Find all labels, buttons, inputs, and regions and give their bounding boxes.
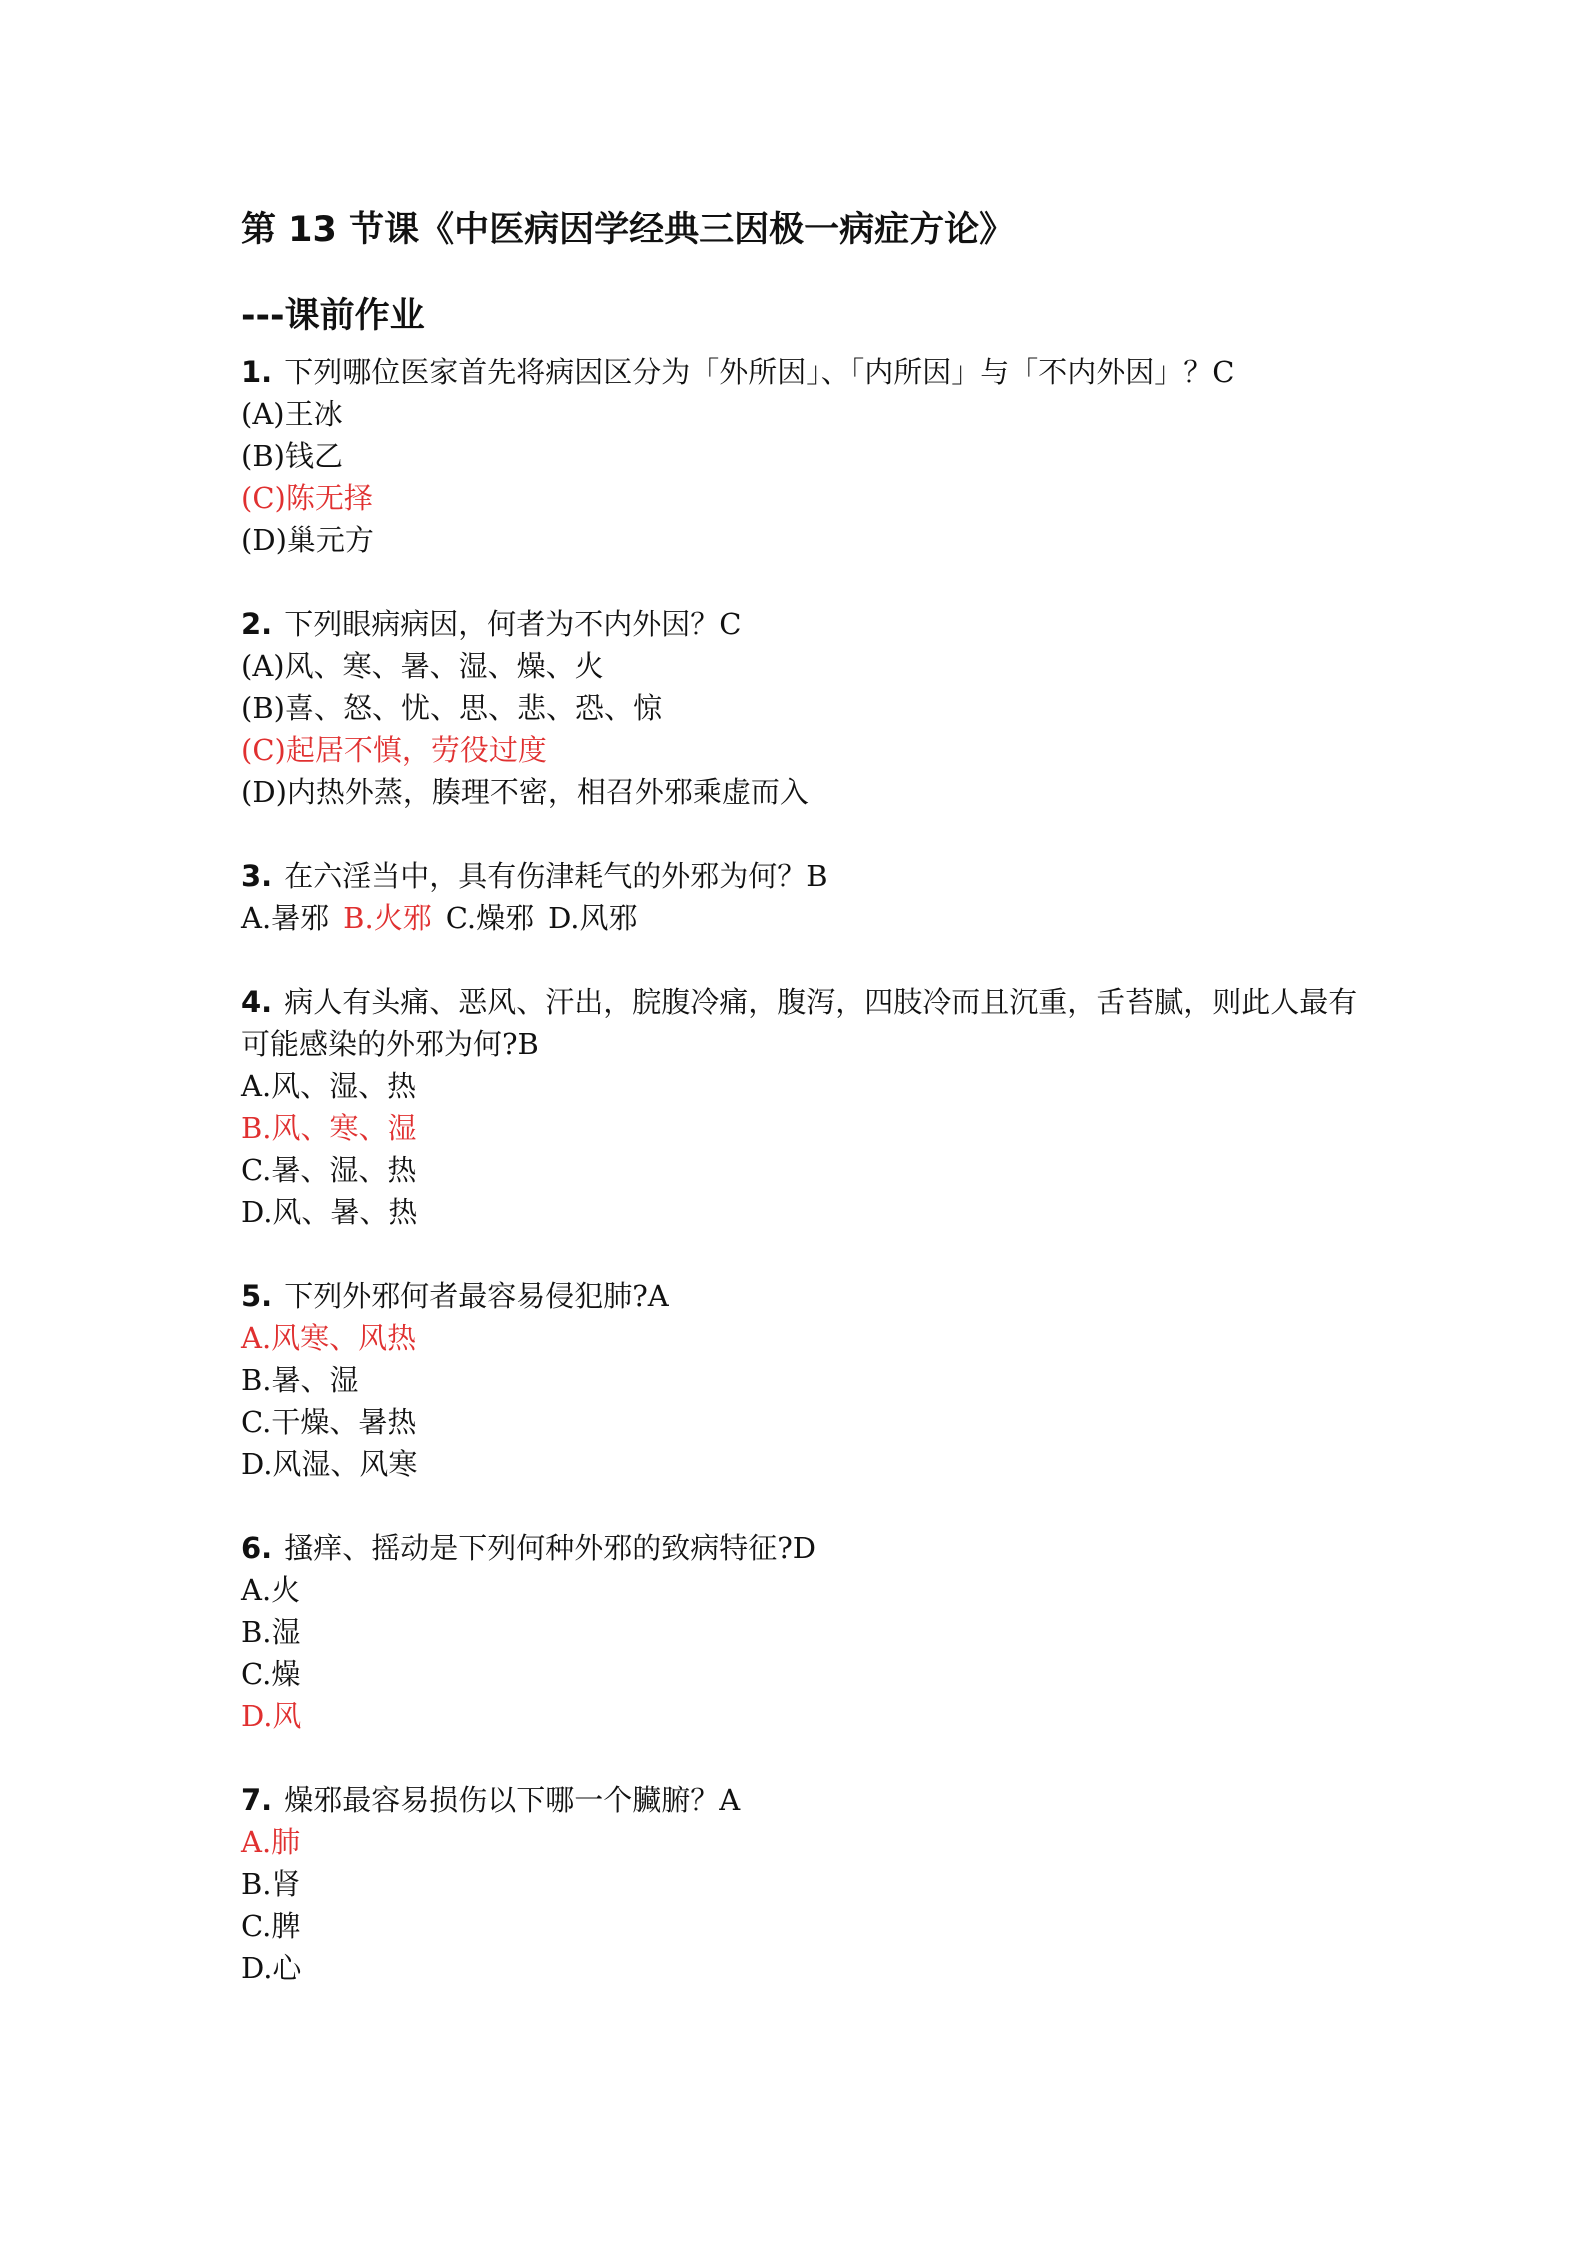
option-a-correct: A.肺	[241, 1825, 301, 1859]
option-b: B.肾	[241, 1867, 301, 1901]
option-d: D.心	[241, 1951, 302, 1985]
question-text: 搔痒、摇动是下列何种外邪的致病特征?D	[284, 1531, 817, 1565]
question-text: 病人有头痛、恶风、汗出，脘腹冷痛，腹泻，四肢冷而且沉重，舌苔腻，则此人最有可能感染的外邪为何?B	[241, 985, 1358, 1061]
option-b: B.湿	[241, 1615, 301, 1649]
page-title: 第 13 节课《中医病因学经典三因极一病症方论》	[241, 210, 1015, 250]
option-a: A.风、湿、热	[241, 1069, 417, 1103]
option-d: (D)内热外蒸，腠理不密，相召外邪乘虚而入	[241, 775, 809, 809]
question-1	[241, 351, 1381, 561]
page-subtitle: ---课前作业	[241, 296, 425, 336]
option-b: B.暑、湿	[241, 1363, 359, 1397]
question-stem	[241, 1275, 1381, 1317]
option-a: A.火	[241, 1573, 301, 1607]
question-number: 7.	[241, 1783, 273, 1817]
document-content	[241, 205, 1381, 2031]
option-d: D.风、暑、热	[241, 1195, 418, 1229]
question-text: 下列外邪何者最容易侵犯肺?A	[284, 1279, 669, 1313]
question-stem	[241, 1527, 1381, 1569]
option-d: D.风邪	[548, 901, 638, 935]
question-7	[241, 1779, 1381, 1989]
option-a: A.暑邪	[241, 901, 330, 935]
option-b: (B)喜、怒、忧、思、悲、恐、惊	[241, 691, 662, 725]
option-b: (B)钱乙	[241, 439, 343, 473]
option-c: C.燥	[241, 1657, 301, 1691]
question-stem	[241, 603, 1381, 645]
question-2	[241, 603, 1381, 813]
option-c: C.脾	[241, 1909, 301, 1943]
question-number: 2.	[241, 607, 273, 641]
question-stem	[241, 351, 1381, 393]
option-a: (A)风、寒、暑、湿、燥、火	[241, 649, 604, 683]
option-c: C.燥邪	[445, 901, 535, 935]
option-d: D.风湿、风寒	[241, 1447, 418, 1481]
option-d-correct: D.风	[241, 1699, 302, 1733]
inline-options	[241, 897, 1381, 939]
question-text: 下列哪位医家首先将病因区分为「外所因」、「内所因」与「不内外因」？C	[284, 355, 1235, 389]
option-b-correct: B.火邪	[343, 901, 432, 935]
option-c-correct: (C)陈无择	[241, 481, 373, 515]
question-stem	[241, 1779, 1381, 1821]
option-a: (A)王冰	[241, 397, 343, 431]
question-text: 在六淫当中，具有伤津耗气的外邪为何？B	[284, 859, 828, 893]
question-text: 下列眼病病因，何者为不内外因？C	[284, 607, 742, 641]
question-4	[241, 981, 1381, 1233]
question-number: 3.	[241, 859, 273, 893]
question-6	[241, 1527, 1381, 1737]
option-c: C.干燥、暑热	[241, 1405, 417, 1439]
question-5	[241, 1275, 1381, 1485]
question-number: 4.	[241, 985, 273, 1019]
option-b-correct: B.风、寒、湿	[241, 1111, 417, 1145]
question-stem	[241, 981, 1381, 1065]
option-d: (D)巢元方	[241, 523, 374, 557]
question-text: 燥邪最容易损伤以下哪一个臟腑？A	[284, 1783, 741, 1817]
question-number: 1.	[241, 355, 273, 389]
option-c: C.暑、湿、热	[241, 1153, 417, 1187]
option-a-correct: A.风寒、风热	[241, 1321, 417, 1355]
question-number: 6.	[241, 1531, 273, 1565]
question-3	[241, 855, 1381, 939]
option-c-correct: (C)起居不慎，劳役过度	[241, 733, 547, 767]
question-stem	[241, 855, 1381, 897]
question-number: 5.	[241, 1279, 273, 1313]
